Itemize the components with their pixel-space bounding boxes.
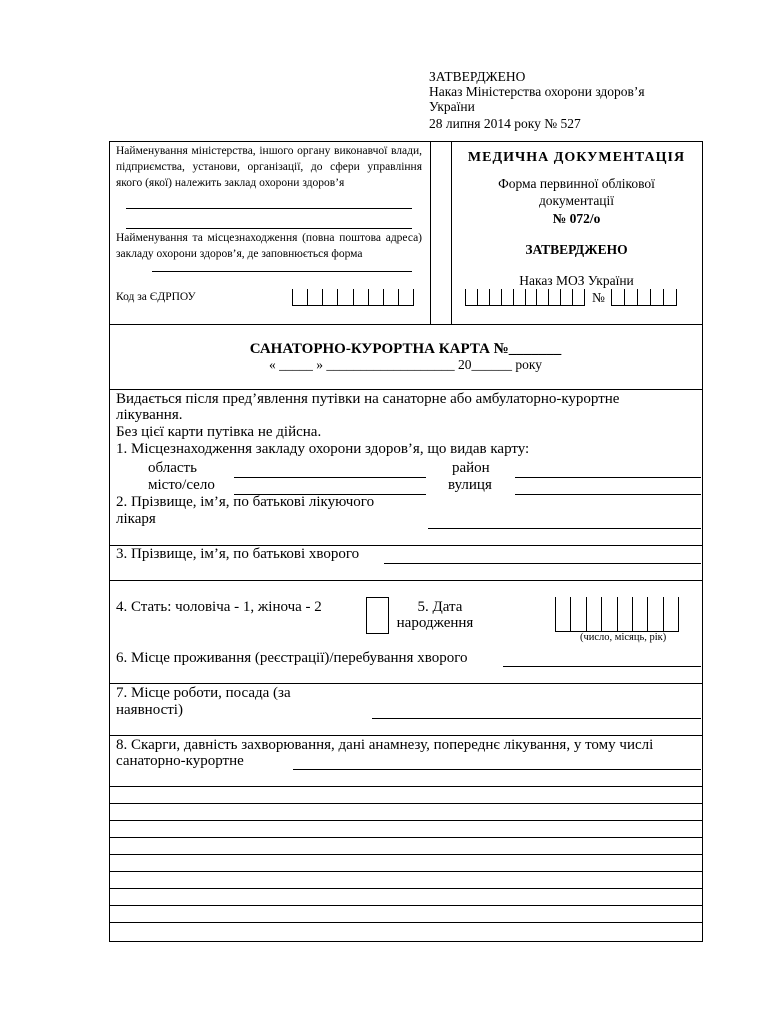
rayon-field[interactable] bbox=[515, 477, 701, 478]
complaints-field[interactable] bbox=[293, 769, 701, 770]
work-label-2: наявності) bbox=[116, 702, 183, 718]
form-number: № 072/о bbox=[552, 211, 601, 226]
complaints-line[interactable] bbox=[109, 803, 702, 804]
rayon-label: район bbox=[452, 460, 490, 476]
residence-label: 6. Місце проживання (реєстрації)/перебування хворого bbox=[116, 650, 468, 666]
approved-label: ЗАТВЕРДЖЕНО bbox=[525, 242, 628, 257]
form-line-1: Форма первинної облікової bbox=[498, 176, 655, 191]
ministry-field[interactable] bbox=[126, 208, 412, 209]
ministry-label: Найменування міністерства, іншого органу виконавчої влади, підприємства, установи, організації, до сфери управління якого (якої) належить заклад охорони здоров’я bbox=[116, 145, 422, 189]
form-line-2: документації bbox=[538, 193, 615, 208]
facility-field[interactable] bbox=[152, 271, 412, 272]
approval-order: Наказ Міністерства охорони здоров’я bbox=[429, 84, 645, 99]
dob-cells[interactable] bbox=[555, 597, 679, 632]
sex-label: 4. Стать: чоловіча - 1, жіноча - 2 bbox=[116, 599, 322, 615]
intro-line-2: лікування. bbox=[116, 407, 183, 423]
header-divider-inner bbox=[451, 141, 452, 324]
oblast-label: область bbox=[148, 460, 197, 476]
complaints-line[interactable] bbox=[109, 786, 702, 787]
street-label: вулиця bbox=[448, 477, 492, 493]
row-sep-header bbox=[109, 324, 702, 325]
complaints-label-2: санаторно-курортне bbox=[116, 753, 244, 769]
card-title: САНАТОРНО-КУРОРТНА КАРТА №_______ bbox=[249, 341, 562, 357]
complaints-line[interactable] bbox=[109, 888, 702, 889]
edrpou-label: Код за ЄДРПОУ bbox=[116, 291, 196, 303]
dob-label-1: 5. Дата bbox=[417, 599, 463, 615]
work-field[interactable] bbox=[372, 718, 701, 719]
complaints-line[interactable] bbox=[109, 854, 702, 855]
intro-line-1: Видається після пред’явлення путівки на санаторне або амбулаторно-курортне bbox=[116, 391, 620, 407]
doctor-label-1: 2. Прізвище, ім’я, по батькові лікуючого bbox=[116, 494, 375, 510]
row-sep-3 bbox=[109, 580, 702, 581]
complaints-label-1: 8. Скарги, давність захворювання, дані анамнезу, попереднє лікування, у тому числі bbox=[116, 737, 654, 753]
med-doc-title: МЕДИЧНА ДОКУМЕНТАЦІЯ bbox=[467, 150, 686, 165]
row-sep-title bbox=[109, 389, 702, 390]
row-sep-5 bbox=[109, 735, 702, 736]
approval-title: ЗАТВЕРДЖЕНО bbox=[429, 69, 526, 84]
row-sep-4 bbox=[109, 683, 702, 684]
oblast-field[interactable] bbox=[234, 477, 426, 478]
dob-hint: (число, місяць, рік) bbox=[580, 632, 667, 643]
patient-label: 3. Прізвище, ім’я, по батькові хворого bbox=[116, 546, 360, 562]
work-label-1: 7. Місце роботи, посада (за bbox=[116, 685, 291, 701]
approval-country: України bbox=[429, 99, 475, 114]
approval-date: 28 липня 2014 року № 527 bbox=[429, 116, 581, 131]
complaints-line[interactable] bbox=[109, 820, 702, 821]
order-date-cells[interactable] bbox=[465, 289, 585, 306]
intro-line-3: Без цієї карти путівка не дійсна. bbox=[116, 424, 322, 440]
order-number-sign: № bbox=[592, 290, 605, 305]
ministry-field-2[interactable] bbox=[126, 228, 412, 229]
sex-input-box[interactable] bbox=[366, 597, 389, 634]
header-divider bbox=[430, 141, 431, 324]
doctor-label-2: лікаря bbox=[116, 511, 156, 527]
doctor-field[interactable] bbox=[428, 528, 701, 529]
moz-order: Наказ МОЗ України bbox=[519, 273, 634, 288]
city-label: місто/село bbox=[148, 477, 215, 493]
street-field[interactable] bbox=[515, 494, 701, 495]
order-number-cells[interactable] bbox=[611, 289, 677, 306]
location-label: 1. Місцезнаходження закладу охорони здоров’я, що видав карту: bbox=[116, 441, 530, 457]
edrpou-code-cells[interactable] bbox=[292, 289, 414, 306]
card-date[interactable]: « _____ » ___________________ 20______ року bbox=[269, 357, 542, 372]
complaints-line[interactable] bbox=[109, 871, 702, 872]
patient-field[interactable] bbox=[384, 563, 701, 564]
dob-label-2: народження bbox=[396, 615, 474, 631]
residence-field[interactable] bbox=[503, 666, 701, 667]
facility-label: Найменування та місцезнаходження (повна поштова адреса) закладу охорони здоров’я, де заповнюється форма bbox=[116, 232, 422, 260]
complaints-line[interactable] bbox=[109, 905, 702, 906]
complaints-line[interactable] bbox=[109, 837, 702, 838]
complaints-line[interactable] bbox=[109, 922, 702, 923]
